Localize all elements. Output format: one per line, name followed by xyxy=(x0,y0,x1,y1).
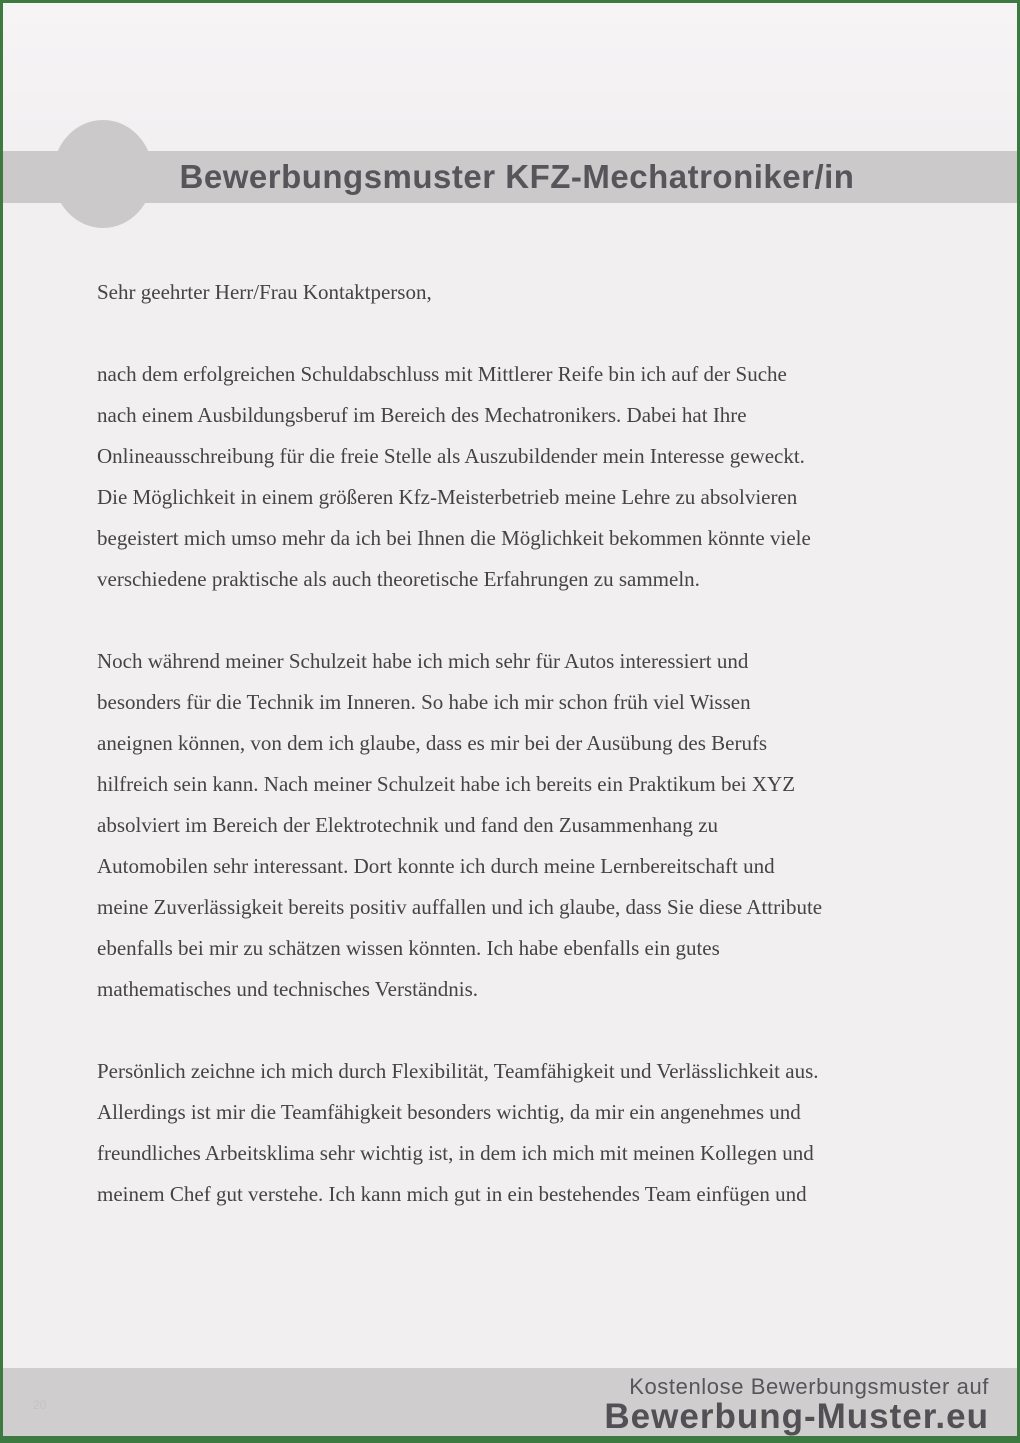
salutation-line: Sehr geehrter Herr/Frau Kontaktperson, xyxy=(97,280,432,304)
letter-line: aneignen können, von dem ich glaube, dass es mir bei der Ausübung des Berufs xyxy=(97,731,768,755)
letter-paragraph xyxy=(97,1051,957,1215)
page-title: Bewerbungsmuster KFZ-Mechatroniker/in xyxy=(179,158,855,195)
letter-line: begeistert mich umso mehr da ich bei Ihnen die Möglichkeit bekommen könnte viele xyxy=(97,526,811,550)
letter-line: Onlineausschreibung für die freie Stelle als Auszubildender mein Interesse geweckt. xyxy=(97,444,805,468)
letter-line: Automobilen sehr interessant. Dort konnte ich durch meine Lernbereitschaft und xyxy=(97,854,775,878)
letter-paragraph xyxy=(97,641,957,1010)
salutation-paragraph xyxy=(97,272,957,313)
letter-paragraph xyxy=(97,354,957,600)
letter-line: Noch während meiner Schulzeit habe ich mich sehr für Autos interessiert und xyxy=(97,649,749,673)
footer-brand-text: Bewerbung-Muster.eu xyxy=(604,1397,989,1436)
letter-line: verschiedene praktische als auch theoretische Erfahrungen zu sammeln. xyxy=(97,567,700,591)
letter-line: absolviert im Bereich der Elektrotechnik und fand den Zusammenhang zu xyxy=(97,813,719,837)
letter-line: Persönlich zeichne ich mich durch Flexibilität, Teamfähigkeit und Verlässlichkeit aus. xyxy=(97,1059,819,1083)
letter-line: besonders für die Technik im Inneren. So habe ich mir schon früh viel Wissen xyxy=(97,690,751,714)
letter-line: nach dem erfolgreichen Schuldabschluss mit Mittlerer Reife bin ich auf der Suche xyxy=(97,362,787,386)
page-number: 20 xyxy=(33,1398,47,1412)
letter-line: hilfreich sein kann. Nach meiner Schulzeit habe ich bereits ein Praktikum bei XYZ xyxy=(97,772,796,796)
letter-line: meine Zuverlässigkeit bereits positiv auffallen und ich glaube, dass Sie diese Attribute xyxy=(97,895,823,919)
letter-line: nach einem Ausbildungsberuf im Bereich des Mechatronikers. Dabei hat Ihre xyxy=(97,403,747,427)
letter-line: freundliches Arbeitsklima sehr wichtig ist, in dem ich mich mit meinen Kollegen und xyxy=(97,1141,814,1165)
footer-tagline: Kostenlose Bewerbungsmuster auf xyxy=(629,1374,989,1399)
letter-line: meinem Chef gut verstehe. Ich kann mich gut in ein bestehendes Team einfügen und xyxy=(97,1182,807,1206)
letter-line: mathematisches und technisches Verständnis. xyxy=(97,977,479,1001)
letter-line: Die Möglichkeit in einem größeren Kfz-Meisterbetrieb meine Lehre zu absolvieren xyxy=(97,485,798,509)
letter-line: Allerdings ist mir die Teamfähigkeit besonders wichtig, da mir ein angenehmes und xyxy=(97,1100,801,1124)
footer-band xyxy=(3,1368,1017,1436)
header-band xyxy=(3,151,1017,203)
letter-body xyxy=(97,272,957,1256)
letter-line: ebenfalls bei mir zu schätzen wissen könnten. Ich habe ebenfalls ein gutes xyxy=(97,936,720,960)
